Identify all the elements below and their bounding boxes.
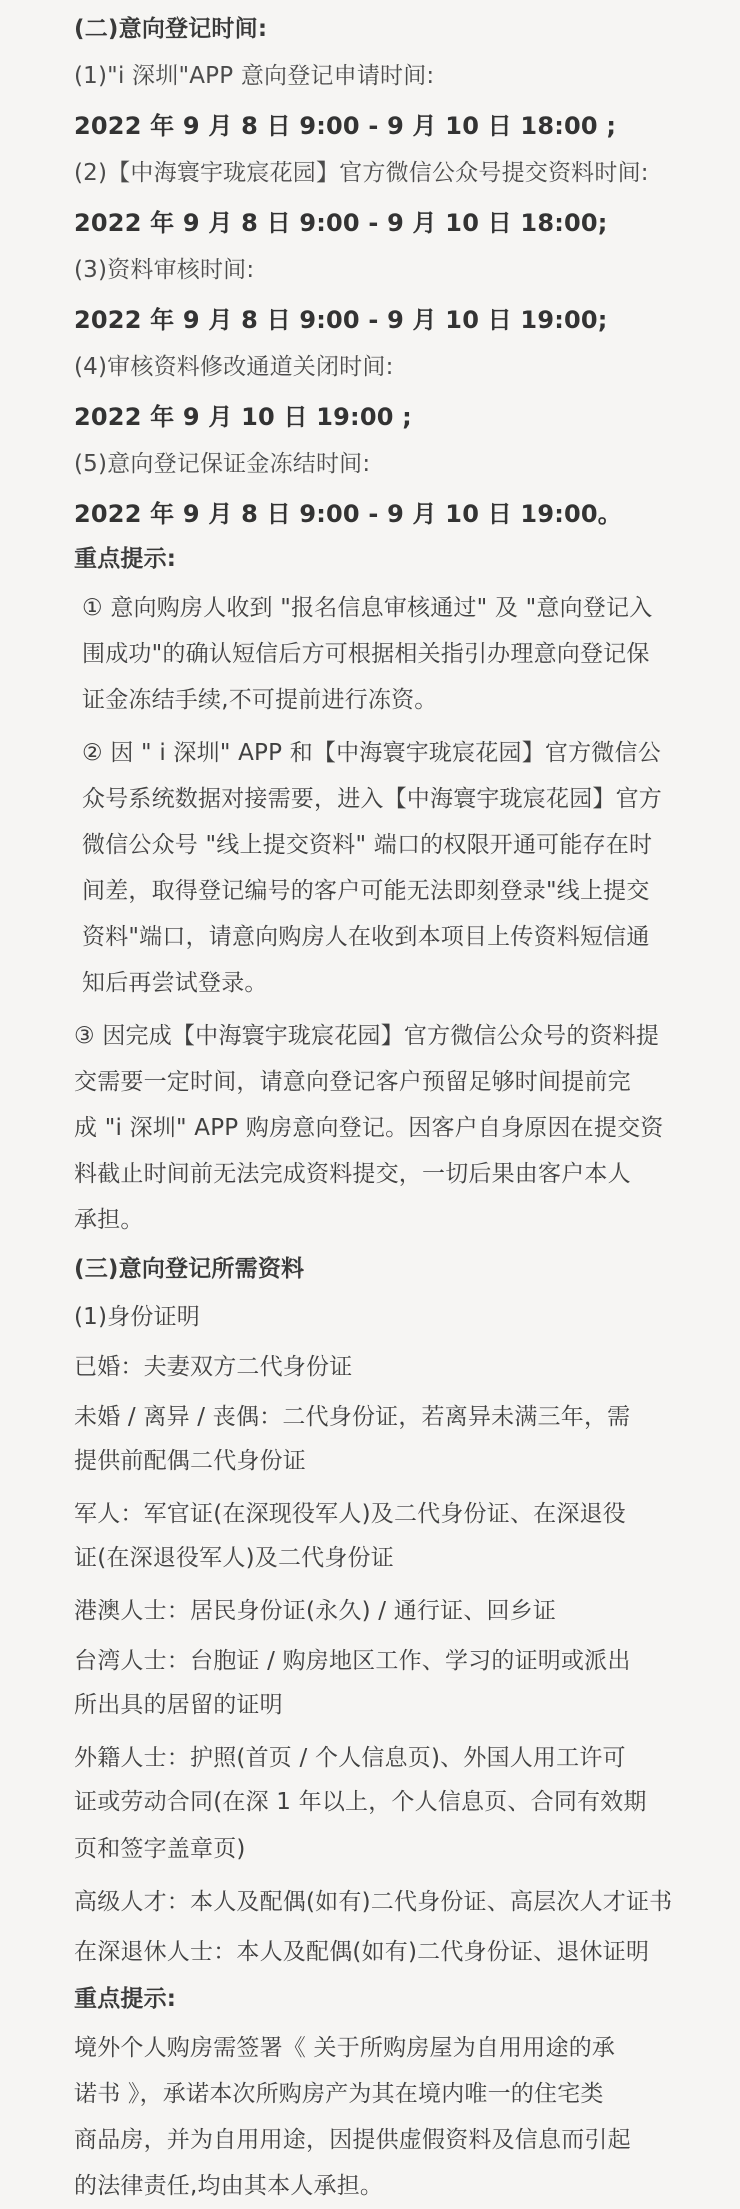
notice-line: 证金冻结手续,不可提前进行冻资。 — [82, 687, 438, 713]
notice-heading: 重点提示: — [74, 546, 177, 572]
requirement-line: 已婚：夫妻双方二代身份证 — [74, 1354, 353, 1380]
notice-line: 交需要一定时间，请意向登记客户预留足够时间提前完 — [74, 1069, 631, 1095]
time-item-label: (5)意向登记保证金冻结时间: — [74, 451, 371, 477]
notice-line: 知后再尝试登录。 — [82, 970, 268, 996]
notice-line: 商品房，并为自用用途，因提供虚假资料及信息而引起 — [74, 2127, 631, 2153]
requirement-line: 证或劳动合同(在深 1 年以上，个人信息页、合同有效期 — [74, 1789, 647, 1815]
time-item-label: (2)【中海寰宇珑宸花园】官方微信公众号提交资料时间: — [74, 160, 649, 186]
section-3-notice-paragraph — [74, 2025, 718, 2209]
time-item-value: 2022 年 9 月 8 日 9:00 - 9 月 10 日 19:00; — [74, 306, 608, 334]
notice-line: 的法律责任,均由其本人承担。 — [74, 2173, 384, 2199]
requirement-line: 提供前配偶二代身份证 — [74, 1448, 306, 1474]
notice-paragraph-3 — [74, 1013, 718, 1243]
time-item-label: (3)资料审核时间: — [74, 257, 255, 283]
notice-line: ③ 因完成【中海寰宇珑宸花园】官方微信公众号的资料提 — [74, 1023, 660, 1049]
notice-line: 料截止时间前无法完成资料提交，一切后果由客户本人 — [74, 1161, 631, 1187]
notice-paragraph-2 — [74, 730, 718, 1006]
identity-proof-heading: (1)身份证明 — [74, 1304, 200, 1330]
notice-line: 成 "i 深圳" APP 购房意向登记。因客户自身原因在提交资 — [74, 1115, 664, 1141]
notice-line: 诺书 》，承诺本次所购房产为其在境内唯一的住宅类 — [74, 2081, 604, 2107]
time-item-value: 2022 年 9 月 8 日 9:00 - 9 月 10 日 19:00。 — [74, 500, 623, 528]
section-3-notice-heading: 重点提示: — [74, 1986, 177, 2012]
notice-paragraph-1 — [74, 585, 718, 723]
notice-line: ① 意向购房人收到 "报名信息审核通过" 及 "意向登记入 — [82, 595, 653, 621]
notice-line: 围成功"的确认短信后方可根据相关指引办理意向登记保 — [82, 641, 650, 667]
section-2-heading: (二)意向登记时间: — [74, 16, 268, 42]
requirement-line: 台湾人士：台胞证 / 购房地区工作、学习的证明或派出 — [74, 1648, 631, 1674]
requirement-line: 未婚 / 离异 / 丧偶：二代身份证，若离异未满三年，需 — [74, 1404, 631, 1430]
registration-time-list — [74, 58, 718, 533]
time-item-label: (1)"i 深圳"APP 意向登记申请时间: — [74, 63, 435, 89]
requirement-line: 页和签字盖章页) — [74, 1836, 246, 1862]
time-item-value: 2022 年 9 月 8 日 9:00 - 9 月 10 日 18:00; — [74, 209, 608, 237]
requirement-line: 军人：军官证(在深现役军人)及二代身份证、在深退役 — [74, 1501, 626, 1527]
section-3-heading: (三)意向登记所需资料 — [74, 1256, 305, 1282]
notice-line: 微信公众号 "线上提交资料" 端口的权限开通可能存在时 — [82, 832, 653, 858]
requirement-line: 所出具的居留的证明 — [74, 1692, 283, 1718]
notice-line: 境外个人购房需签署《 关于所购房屋为自用用途的承 — [74, 2035, 616, 2061]
requirement-line: 高级人才：本人及配偶(如有)二代身份证、高层次人才证书 — [74, 1889, 673, 1915]
notice-line: 众号系统数据对接需要，进入【中海寰宇珑宸花园】官方 — [82, 786, 662, 812]
time-item-value: 2022 年 9 月 10 日 19:00 ; — [74, 403, 412, 431]
time-item-label: (4)审核资料修改通道关闭时间: — [74, 354, 394, 380]
requirement-line: 在深退休人士：本人及配偶(如有)二代身份证、退休证明 — [74, 1939, 650, 1965]
notice-line: 承担。 — [74, 1207, 144, 1233]
notice-line: 资料"端口，请意向购房人在收到本项目上传资料短信通 — [82, 924, 650, 950]
requirement-line: 港澳人士：居民身份证(永久) / 通行证、回乡证 — [74, 1598, 557, 1624]
time-item-value: 2022 年 9 月 8 日 9:00 - 9 月 10 日 18:00 ; — [74, 112, 617, 140]
notice-line: 间差，取得登记编号的客户可能无法即刻登录"线上提交 — [82, 878, 650, 904]
notice-line: ② 因 " i 深圳" APP 和【中海寰宇珑宸花园】官方微信公 — [82, 740, 661, 766]
requirement-line: 证(在深退役军人)及二代身份证 — [74, 1545, 394, 1571]
identity-requirements-list — [74, 1346, 718, 1973]
requirement-line: 外籍人士：护照(首页 / 个人信息页)、外国人用工许可 — [74, 1745, 626, 1771]
